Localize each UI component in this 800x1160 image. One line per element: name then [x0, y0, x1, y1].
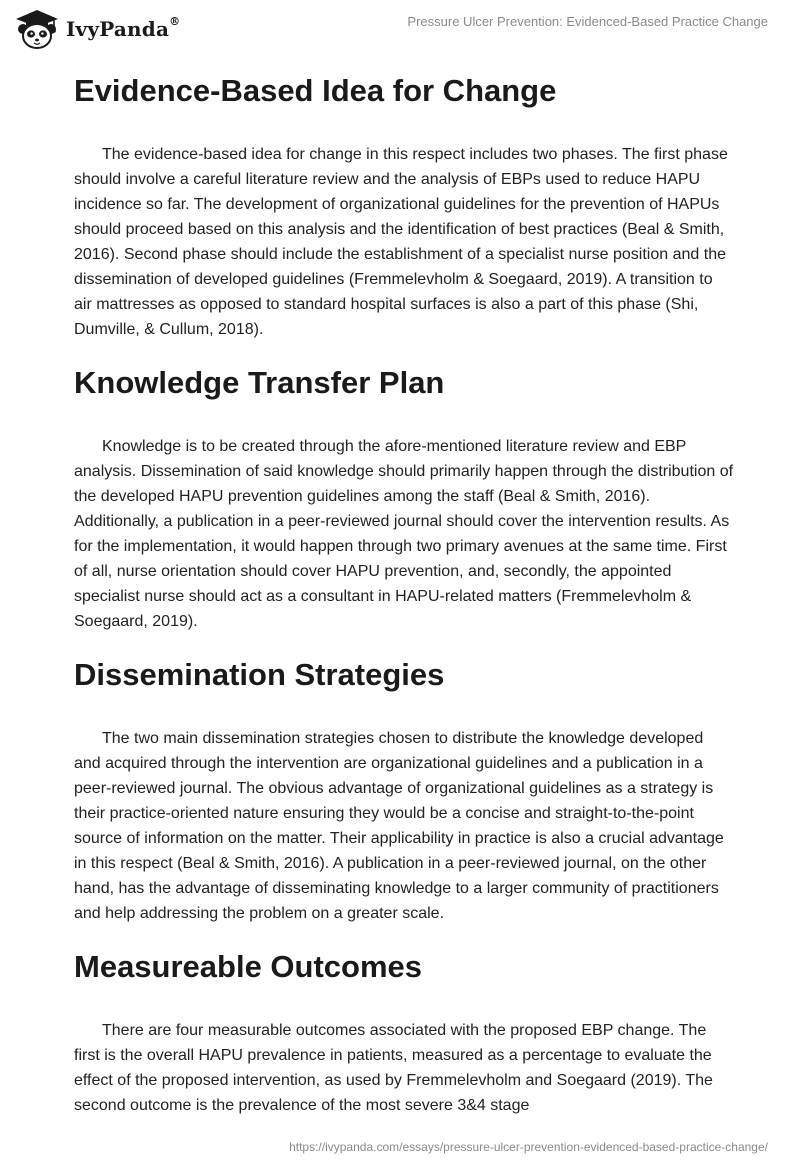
- panda-graduation-cap-icon: [14, 8, 60, 50]
- brand-name: IvyPanda®: [66, 15, 181, 41]
- document-title: Pressure Ulcer Prevention: Evidenced-Based Practice Change: [407, 14, 768, 29]
- section-dissemination-strategies: [74, 654, 734, 926]
- section-paragraph: Knowledge is to be created through the afore-mentioned literature review and EBP analysis. Dissemination of said knowledge should primarily happen through the distribution of the developed HAPU prevention guidelines among the staff (Beal & Smith, 2016). Additionally, a publication in a peer-reviewed journal should cover the intervention results. As for the implementation, it would happen through two primary avenues at the same time. First of all, nurse orientation should cover HAPU prevention, and, secondly, the appointed specialist nurse should act as a consultant in HAPU-related matters (Fremmelevholm & Soegaard, 2019).: [74, 438, 734, 630]
- section-knowledge-transfer-plan: [74, 362, 734, 634]
- section-paragraph: The two main dissemination strategies chosen to distribute the knowledge developed and acquired through the intervention are organizational guidelines and a publication in a peer-reviewed journal. The obvious advantage of organizational guidelines as a strategy is their practice-oriented nature ensuring they would be a concise and straight-to-the-point source of information on the matter. Their applicability in practice is also a crucial advantage in this respect (Beal & Smith, 2016). A publication in a peer-reviewed journal, on the other hand, has the advantage of disseminating knowledge to a larger community of practitioners and help addressing the problem on a greater scale.: [74, 730, 724, 922]
- page-header: [0, 0, 800, 60]
- logo[interactable]: [14, 8, 180, 50]
- section-paragraph: There are four measurable outcomes associated with the proposed EBP change. The first is the overall HAPU prevalence in patients, measured as a percentage to evaluate the effect of the proposed intervention, as used by Fremmelevholm and Soegaard (2019). The second outcome is the prevalence of the most severe 3&4 stage: [74, 1022, 713, 1114]
- source-url[interactable]: https://ivypanda.com/essays/pressure-ulcer-prevention-evidenced-based-practice-change/: [289, 1140, 768, 1154]
- section-evidence-based-idea: [74, 70, 734, 342]
- section-heading: Measureable Outcomes: [74, 949, 423, 984]
- section-heading: Evidence-Based Idea for Change: [74, 73, 557, 108]
- section-measureable-outcomes: [74, 946, 734, 1118]
- section-paragraph: The evidence-based idea for change in this respect includes two phases. The first phase should involve a careful literature review and the analysis of EBPs used to reduce HAPU incidence so far. The development of organizational guidelines for the prevention of HAPUs should proceed based on this analysis and the identification of best practices (Beal & Smith, 2016). Second phase should include the establishment of a specialist nurse position and the dissemination of developed guidelines (Fremmelevholm & Soegaard, 2019). A transition to air mattresses as opposed to standard hospital surfaces is also a part of this phase (Shi, Dumville, & Cullum, 2018).: [74, 146, 728, 338]
- section-heading: Dissemination Strategies: [74, 657, 445, 692]
- essay-content: [74, 70, 734, 1138]
- section-heading: Knowledge Transfer Plan: [74, 365, 445, 400]
